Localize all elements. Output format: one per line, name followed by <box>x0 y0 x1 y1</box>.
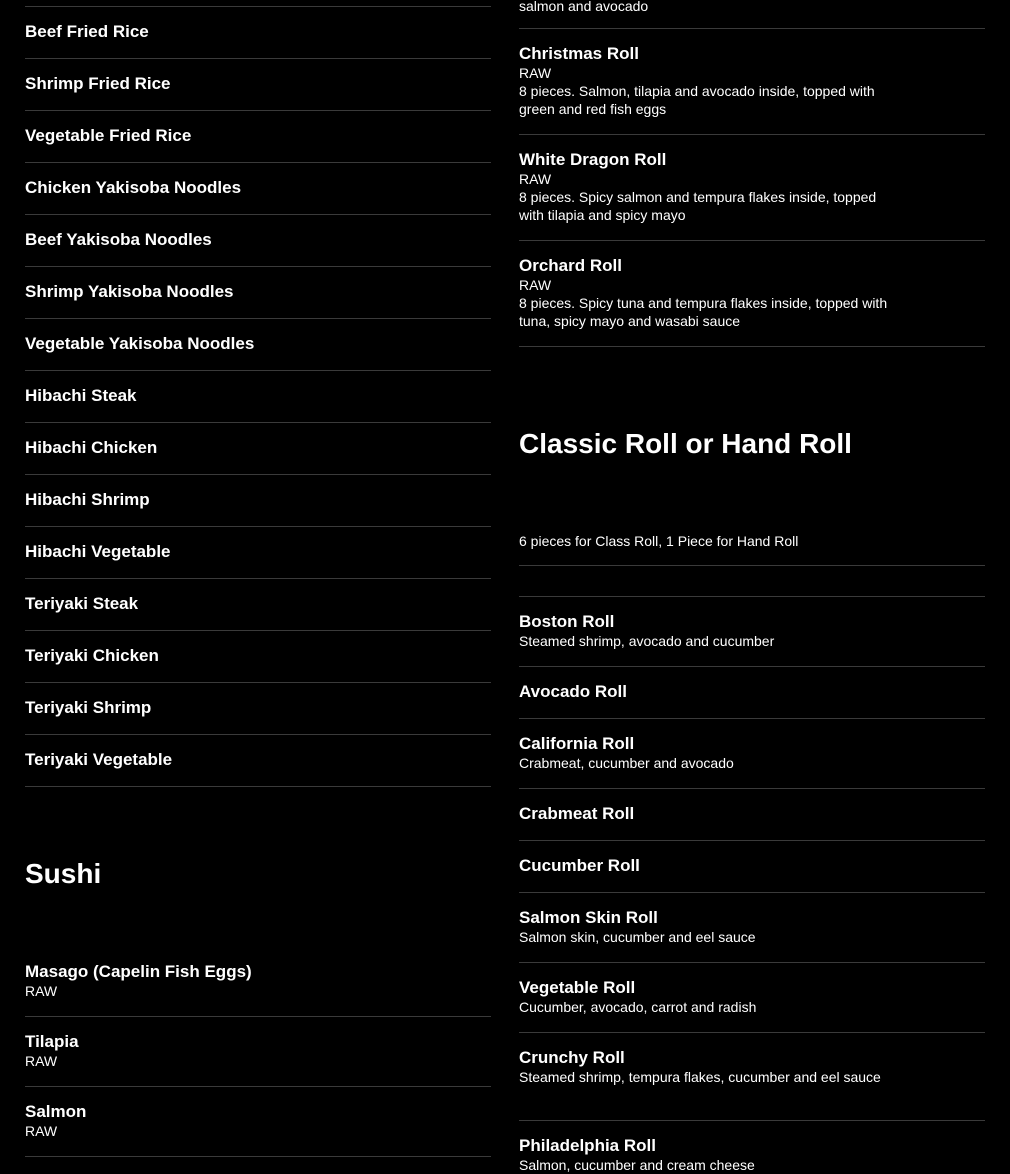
divider <box>519 596 985 597</box>
menu-item-hibachi-steak[interactable] <box>25 386 491 406</box>
item-tag: RAW <box>519 171 552 187</box>
divider <box>519 28 985 29</box>
menu-item-salmon-skin-roll[interactable] <box>519 908 985 946</box>
item-name: Hibachi Vegetable <box>25 542 171 561</box>
item-desc: Crabmeat, cucumber and avocado <box>519 755 734 771</box>
divider <box>25 110 491 111</box>
menu-item-orchard-roll[interactable] <box>519 256 985 330</box>
item-name: Masago (Capelin Fish Eggs) <box>25 962 252 981</box>
menu-item-tilapia[interactable] <box>25 1032 491 1070</box>
item-desc: Salmon skin, cucumber and eel sauce <box>519 929 756 945</box>
item-desc: 8 pieces. Salmon, tilapia and avocado inside, topped with green and red fish eggs <box>519 83 875 117</box>
menu-item-christmas-roll[interactable] <box>519 44 985 118</box>
item-name: Cucumber Roll <box>519 856 640 875</box>
item-name: Salmon <box>25 1102 87 1121</box>
menu-item-hibachi-chicken[interactable] <box>25 438 491 458</box>
menu-item-teriyaki-chicken[interactable] <box>25 646 491 666</box>
menu-item-vegetable-roll[interactable] <box>519 978 985 1016</box>
divider <box>25 266 491 267</box>
menu-item-beef-fried-rice[interactable] <box>25 22 491 42</box>
divider <box>519 718 985 719</box>
divider <box>25 318 491 319</box>
item-name: Vegetable Roll <box>519 978 636 997</box>
menu-item-teriyaki-shrimp[interactable] <box>25 698 491 718</box>
item-name: White Dragon Roll <box>519 150 667 169</box>
divider <box>519 346 985 347</box>
section-note: 6 pieces for Class Roll, 1 Piece for Hand Roll <box>519 533 799 549</box>
menu-item-salmon[interactable] <box>25 1102 491 1140</box>
item-name: Chicken Yakisoba Noodles <box>25 178 242 197</box>
item-desc: Steamed shrimp, tempura flakes, cucumber and eel sauce <box>519 1069 881 1085</box>
menu-item-beef-yakisoba[interactable] <box>25 230 491 250</box>
item-desc-fragment: salmon and avocado <box>519 0 649 14</box>
divider <box>519 1032 985 1033</box>
item-name: Crunchy Roll <box>519 1048 625 1067</box>
item-name: Avocado Roll <box>519 682 627 701</box>
divider <box>25 162 491 163</box>
item-name: Teriyaki Steak <box>25 594 139 613</box>
divider <box>519 788 985 789</box>
item-tag: RAW <box>519 65 552 81</box>
item-name: Beef Fried Rice <box>25 22 149 41</box>
menu-item-teriyaki-steak[interactable] <box>25 594 491 614</box>
menu-item-teriyaki-vegetable[interactable] <box>25 750 491 770</box>
item-name: Crabmeat Roll <box>519 804 635 823</box>
menu-item-crunchy-roll[interactable] <box>519 1048 985 1086</box>
menu-item-white-dragon-roll[interactable] <box>519 150 985 224</box>
item-name: Vegetable Yakisoba Noodles <box>25 334 255 353</box>
menu-item-masago[interactable] <box>25 962 491 1000</box>
section-title-sushi: Sushi <box>25 858 102 889</box>
item-name: Vegetable Fried Rice <box>25 126 192 145</box>
divider <box>519 240 985 241</box>
item-name: Hibachi Steak <box>25 386 137 405</box>
divider <box>519 565 985 566</box>
divider <box>25 58 491 59</box>
menu-item-boston-roll[interactable] <box>519 612 985 650</box>
divider <box>25 682 491 683</box>
menu-item-crabmeat-roll[interactable] <box>519 804 985 824</box>
divider <box>25 214 491 215</box>
menu-item-shrimp-fried-rice[interactable] <box>25 74 491 94</box>
menu-item-vegetable-fried-rice[interactable] <box>25 126 491 146</box>
divider <box>25 630 491 631</box>
divider <box>519 666 985 667</box>
item-name: Shrimp Yakisoba Noodles <box>25 282 234 301</box>
item-name: Philadelphia Roll <box>519 1136 656 1155</box>
divider <box>519 1120 985 1121</box>
item-desc: 8 pieces. Spicy salmon and tempura flakes inside, topped with tilapia and spicy mayo <box>519 189 877 223</box>
item-tag: RAW <box>25 1053 58 1069</box>
item-name: Christmas Roll <box>519 44 639 63</box>
item-desc: Cucumber, avocado, carrot and radish <box>519 999 757 1015</box>
divider <box>25 734 491 735</box>
item-name: Teriyaki Vegetable <box>25 750 173 769</box>
menu-item-avocado-roll[interactable] <box>519 682 985 702</box>
divider <box>25 422 491 423</box>
item-name: Shrimp Fried Rice <box>25 74 171 93</box>
divider <box>25 578 491 579</box>
item-name: Beef Yakisoba Noodles <box>25 230 212 249</box>
divider <box>519 134 985 135</box>
divider <box>519 962 985 963</box>
item-tag: RAW <box>25 983 58 999</box>
section-title-classic-roll: Classic Roll or Hand Roll <box>519 428 852 459</box>
item-name: Orchard Roll <box>519 256 622 275</box>
item-desc: 8 pieces. Spicy tuna and tempura flakes inside, topped with tuna, spicy mayo and wasabi sauce <box>519 295 888 329</box>
divider <box>25 1156 491 1157</box>
menu-item-hibachi-vegetable[interactable] <box>25 542 491 562</box>
divider <box>25 370 491 371</box>
menu-item-hibachi-shrimp[interactable] <box>25 490 491 510</box>
divider <box>519 892 985 893</box>
divider <box>25 786 491 787</box>
menu-item-cucumber-roll[interactable] <box>519 856 985 876</box>
item-desc: Salmon, cucumber and cream cheese <box>519 1157 755 1173</box>
item-tag: RAW <box>519 277 552 293</box>
menu-item-chicken-yakisoba[interactable] <box>25 178 491 198</box>
menu-item-shrimp-yakisoba[interactable] <box>25 282 491 302</box>
item-name: California Roll <box>519 734 635 753</box>
item-name: Teriyaki Chicken <box>25 646 159 665</box>
divider <box>25 474 491 475</box>
menu-item-california-roll[interactable] <box>519 734 985 772</box>
item-name: Salmon Skin Roll <box>519 908 658 927</box>
divider <box>25 1016 491 1017</box>
divider <box>519 840 985 841</box>
menu-item-philadelphia-roll[interactable] <box>519 1136 985 1174</box>
item-name: Hibachi Chicken <box>25 438 158 457</box>
menu-item-vegetable-yakisoba[interactable] <box>25 334 491 354</box>
item-name: Teriyaki Shrimp <box>25 698 152 717</box>
item-name: Hibachi Shrimp <box>25 490 150 509</box>
divider <box>25 526 491 527</box>
item-desc: Steamed shrimp, avocado and cucumber <box>519 633 775 649</box>
item-name: Boston Roll <box>519 612 615 631</box>
divider <box>25 6 491 7</box>
divider <box>25 1086 491 1087</box>
item-tag: RAW <box>25 1123 58 1139</box>
item-name: Tilapia <box>25 1032 79 1051</box>
